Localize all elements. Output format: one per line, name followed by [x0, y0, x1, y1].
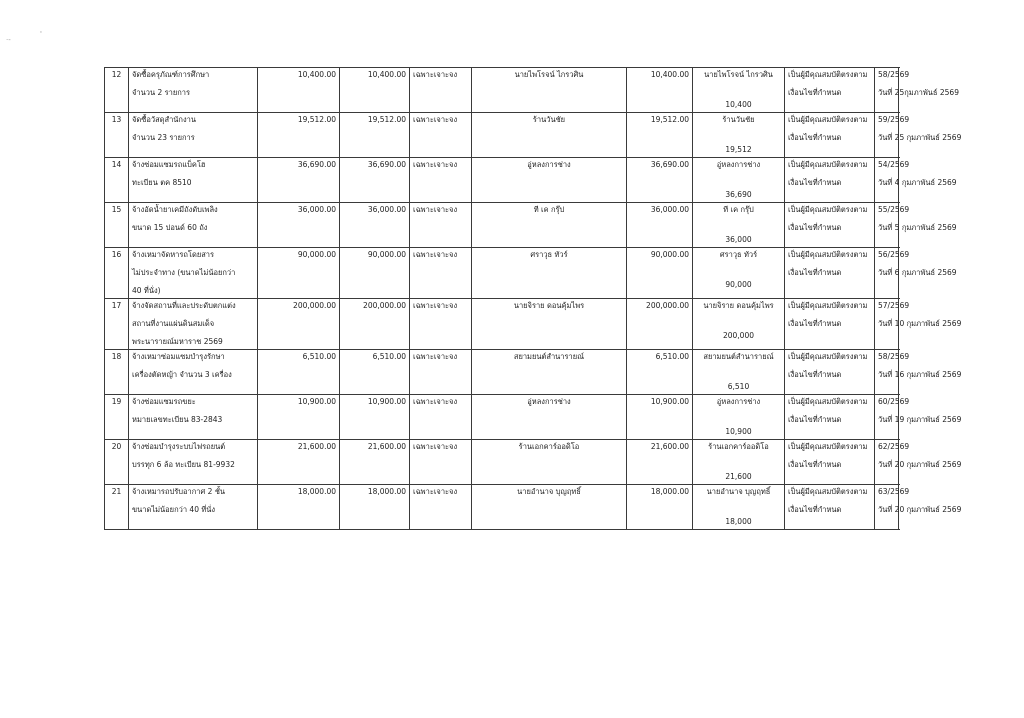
budget-cell	[258, 113, 340, 158]
row-number-cell	[105, 350, 129, 395]
winner-name: ร้านวันชัย	[722, 115, 755, 124]
item-cell	[129, 299, 258, 350]
bidder-cell	[472, 68, 627, 113]
item-line-3: พระนารายณ์มหาราช 2569	[132, 337, 223, 346]
bidder-cell	[472, 203, 627, 248]
bidder-cell	[472, 485, 627, 530]
item-line-3: 40 ที่นั่ง)	[132, 286, 161, 295]
item-cell	[129, 248, 258, 299]
winner-price: 10,400	[725, 100, 752, 109]
median-price-cell	[340, 440, 410, 485]
bidder-cell	[472, 299, 627, 350]
item-line-2: ขนาด 15 ปอนด์ 60 ถัง	[132, 223, 208, 232]
item-line-1: จ้างจัดสถานที่และประดับตกแต่ง	[132, 301, 236, 310]
winner-price: 36,690	[725, 190, 752, 199]
bid-price-cell	[627, 203, 693, 248]
table-row	[105, 248, 899, 299]
bidder-name: ที เค กรุ๊ป	[533, 205, 565, 214]
row-number-cell	[105, 299, 129, 350]
bid-price: 200,000.00	[646, 301, 689, 310]
budget-amount: 21,600.00	[297, 442, 336, 451]
median-price: 36,690.00	[367, 160, 406, 169]
median-price-cell	[340, 68, 410, 113]
reference-cell	[875, 485, 962, 530]
winner-cell	[693, 485, 785, 530]
reason-cell	[785, 350, 875, 395]
row-number: 21	[111, 487, 122, 496]
reason-cell	[785, 299, 875, 350]
reason-cell	[785, 395, 875, 440]
table-body	[105, 68, 962, 530]
reason-line-1: เป็นผู้มีคุณสมบัติตรงตาม	[788, 160, 868, 169]
reason-line-1: เป็นผู้มีคุณสมบัติตรงตาม	[788, 205, 868, 214]
procurement-method: เฉพาะเจาะจง	[413, 397, 458, 406]
winner-cell	[693, 248, 785, 299]
procurement-method: เฉพาะเจาะจง	[413, 70, 458, 79]
reason-line-1: เป็นผู้มีคุณสมบัติตรงตาม	[788, 397, 868, 406]
row-number-cell	[105, 158, 129, 203]
bid-price: 10,900.00	[650, 397, 689, 406]
reason-line-1: เป็นผู้มีคุณสมบัติตรงตาม	[788, 115, 868, 124]
method-cell	[410, 395, 472, 440]
median-price-cell	[340, 485, 410, 530]
winner-price: 6,510	[727, 382, 750, 391]
bid-price-cell	[627, 113, 693, 158]
method-cell	[410, 203, 472, 248]
median-price: 10,400.00	[367, 70, 406, 79]
bid-price: 19,512.00	[650, 115, 689, 124]
winner-cell	[693, 158, 785, 203]
bid-price-cell	[627, 485, 693, 530]
reference-cell	[875, 203, 957, 248]
winner-name: นายไพโรจน์ ไกรวศิน	[704, 70, 773, 79]
item-line-1: จ้างซ่อมบำรุงระบบไฟรถยนต์	[132, 442, 226, 451]
winner-cell	[693, 395, 785, 440]
procurement-method: เฉพาะเจาะจง	[413, 352, 458, 361]
item-line-2: ไม่ประจำทาง (ขนาดไม่น้อยกว่า	[132, 268, 236, 277]
bid-price-cell	[627, 68, 693, 113]
reference-date: วันที่ 25 กุมภาพันธ์ 2569	[878, 133, 962, 142]
item-line-2: ทะเบียน ตค 8510	[132, 178, 192, 187]
table-row	[105, 440, 899, 485]
budget-cell	[258, 248, 340, 299]
bid-price: 10,400.00	[650, 70, 689, 79]
bid-price-cell	[627, 248, 693, 299]
bidder-name: อู่หลงการช่าง	[527, 160, 571, 169]
bid-price: 18,000.00	[650, 487, 689, 496]
table-row	[105, 68, 899, 113]
reference-cell	[875, 350, 962, 395]
reference-date: วันที่ 16 กุมภาพันธ์ 2569	[878, 370, 962, 379]
table-row	[105, 113, 899, 158]
item-line-2: ขนาดไม่น้อยกว่า 40 ที่นั่ง	[132, 505, 216, 514]
item-line-1: จ้างเหมารถปรับอากาศ 2 ชั้น	[132, 487, 226, 496]
row-number-cell	[105, 113, 129, 158]
item-cell	[129, 68, 258, 113]
bid-price-cell	[627, 350, 693, 395]
bidder-name: ร้านเอกคาร์ออดิโอ	[518, 442, 580, 451]
reason-line-2: เงื่อนไขที่กำหนด	[788, 415, 842, 424]
table-row	[105, 158, 899, 203]
median-price-cell	[340, 158, 410, 203]
winner-cell	[693, 68, 785, 113]
reference-cell	[875, 395, 962, 440]
procurement-method: เฉพาะเจาะจง	[413, 487, 458, 496]
item-line-2: เครื่องตัดหญ้า จำนวน 3 เครื่อง	[132, 370, 232, 379]
table-row	[105, 350, 899, 395]
row-number-cell	[105, 485, 129, 530]
method-cell	[410, 485, 472, 530]
reference-number: 62/2569	[878, 442, 910, 451]
reference-date: วันที่ 5 กุมภาพันธ์ 2569	[878, 223, 957, 232]
budget-cell	[258, 485, 340, 530]
winner-cell	[693, 203, 785, 248]
item-cell	[129, 203, 258, 248]
winner-name: นายอำนาจ บุญฤทธิ์	[706, 487, 771, 496]
row-number: 18	[111, 352, 122, 361]
procurement-table	[104, 67, 962, 530]
budget-amount: 36,690.00	[297, 160, 336, 169]
winner-name: อู่หลงการช่าง	[716, 397, 761, 406]
item-line-1: จัดซื้อวัสดุสำนักงาน	[132, 115, 196, 124]
reference-cell	[875, 248, 957, 299]
budget-amount: 36,000.00	[297, 205, 336, 214]
item-line-1: จัดซื้อครุภัณฑ์การศึกษา	[132, 70, 210, 79]
table-row	[105, 395, 899, 440]
reference-number: 63/2569	[878, 487, 910, 496]
reference-cell	[875, 68, 959, 113]
winner-name: อู่หลงการช่าง	[716, 160, 761, 169]
reason-cell	[785, 68, 875, 113]
median-price-cell	[340, 350, 410, 395]
reference-number: 56/2569	[878, 250, 910, 259]
bidder-name: ศราวุธ ทัวร์	[530, 250, 568, 259]
budget-amount: 10,900.00	[297, 397, 336, 406]
item-cell	[129, 485, 258, 530]
bidder-cell	[472, 248, 627, 299]
winner-cell	[693, 350, 785, 395]
reason-line-2: เงื่อนไขที่กำหนด	[788, 223, 842, 232]
scan-mark: ·-	[6, 36, 11, 44]
item-line-2: สถานที่งานแผ่นดินสมเด็จ	[132, 319, 215, 328]
winner-price: 10,900	[725, 427, 752, 436]
method-cell	[410, 350, 472, 395]
winner-price: 90,000	[725, 280, 752, 289]
bidder-cell	[472, 350, 627, 395]
procurement-method: เฉพาะเจาะจง	[413, 115, 458, 124]
row-number: 16	[111, 250, 122, 259]
median-price-cell	[340, 113, 410, 158]
item-line-2: หมายเลขทะเบียน 83-2843	[132, 415, 223, 424]
budget-cell	[258, 440, 340, 485]
procurement-method: เฉพาะเจาะจง	[413, 250, 458, 259]
method-cell	[410, 158, 472, 203]
reference-number: 59/2569	[878, 115, 910, 124]
reason-line-2: เงื่อนไขที่กำหนด	[788, 178, 842, 187]
budget-amount: 18,000.00	[297, 487, 336, 496]
item-line-1: จ้างซ่อมแซมรถแบ็คโฮ	[132, 160, 206, 169]
reference-date: วันที่ 6 กุมภาพันธ์ 2569	[878, 268, 957, 277]
reason-cell	[785, 440, 875, 485]
winner-cell	[693, 299, 785, 350]
bidder-cell	[472, 113, 627, 158]
winner-name: ที เค กรุ๊ป	[723, 205, 754, 214]
median-price: 90,000.00	[367, 250, 406, 259]
winner-cell	[693, 440, 785, 485]
budget-cell	[258, 299, 340, 350]
reason-line-1: เป็นผู้มีคุณสมบัติตรงตาม	[788, 442, 868, 451]
reference-cell	[875, 440, 962, 485]
row-number: 12	[111, 70, 122, 79]
bid-price-cell	[627, 440, 693, 485]
budget-amount: 6,510.00	[302, 352, 336, 361]
row-number-cell	[105, 395, 129, 440]
reference-date: วันที่ 20 กุมภาพันธ์ 2569	[878, 505, 962, 514]
row-number: 17	[111, 301, 122, 310]
winner-price: 18,000	[725, 517, 752, 526]
reference-date: วันที่ 19 กุมภาพันธ์ 2569	[878, 415, 962, 424]
winner-name: ศราวุธ ทัวร์	[719, 250, 758, 259]
bidder-name: นายจิราย ดอนคุ้มไพร	[513, 301, 585, 310]
row-number-cell	[105, 440, 129, 485]
table-row	[105, 203, 899, 248]
reference-date: วันที่ 10 กุมภาพันธ์ 2569	[878, 319, 962, 328]
bid-price: 21,600.00	[650, 442, 689, 451]
bidder-name: อู่หลงการช่าง	[527, 397, 571, 406]
item-line-2: จำนวน 23 รายการ	[132, 133, 195, 142]
reference-cell	[875, 158, 957, 203]
median-price-cell	[340, 203, 410, 248]
row-number: 20	[111, 442, 122, 451]
median-price: 6,510.00	[372, 352, 406, 361]
method-cell	[410, 440, 472, 485]
method-cell	[410, 68, 472, 113]
winner-name: นายจิราย ดอนคุ้มไพร	[703, 301, 774, 310]
method-cell	[410, 299, 472, 350]
item-cell	[129, 350, 258, 395]
method-cell	[410, 113, 472, 158]
row-number: 19	[111, 397, 122, 406]
bidder-name: นายไพโรจน์ ไกรวศิน	[514, 70, 584, 79]
reason-line-1: เป็นผู้มีคุณสมบัติตรงตาม	[788, 250, 868, 259]
reference-cell	[875, 299, 962, 350]
item-line-1: จ้างอัดน้ำยาเคมีถังดับเพลิง	[132, 205, 218, 214]
reason-line-1: เป็นผู้มีคุณสมบัติตรงตาม	[788, 487, 868, 496]
reference-date: วันที่ 25กุมภาพันธ์ 2569	[878, 88, 959, 97]
bidder-cell	[472, 158, 627, 203]
budget-amount: 90,000.00	[297, 250, 336, 259]
bid-price-cell	[627, 395, 693, 440]
item-line-2: จำนวน 2 รายการ	[132, 88, 191, 97]
bid-price: 36,000.00	[650, 205, 689, 214]
scan-mark: '	[40, 30, 42, 38]
reference-number: 57/2569	[878, 301, 910, 310]
reason-cell	[785, 485, 875, 530]
row-number: 14	[111, 160, 122, 169]
budget-cell	[258, 203, 340, 248]
procurement-method: เฉพาะเจาะจง	[413, 301, 458, 310]
row-number-cell	[105, 68, 129, 113]
budget-amount: 200,000.00	[293, 301, 336, 310]
bidder-name: ร้านวันชัย	[532, 115, 566, 124]
median-price-cell	[340, 248, 410, 299]
reason-line-2: เงื่อนไขที่กำหนด	[788, 268, 842, 277]
item-line-1: จ้างเหมาจัดหารถโดยสาร	[132, 250, 215, 259]
median-price: 19,512.00	[367, 115, 406, 124]
row-number: 15	[111, 205, 122, 214]
reason-line-1: เป็นผู้มีคุณสมบัติตรงตาม	[788, 352, 868, 361]
winner-price: 200,000	[722, 331, 754, 340]
reason-cell	[785, 248, 875, 299]
bidder-cell	[472, 440, 627, 485]
procurement-method: เฉพาะเจาะจง	[413, 442, 458, 451]
winner-price: 21,600	[725, 472, 752, 481]
table-row	[105, 299, 899, 350]
median-price: 36,000.00	[367, 205, 406, 214]
median-price-cell	[340, 395, 410, 440]
winner-cell	[693, 113, 785, 158]
budget-amount: 10,400.00	[297, 70, 336, 79]
bid-price: 90,000.00	[650, 250, 689, 259]
budget-cell	[258, 158, 340, 203]
reference-cell	[875, 113, 962, 158]
reason-line-2: เงื่อนไขที่กำหนด	[788, 88, 842, 97]
reference-date: วันที่ 4 กุมภาพันธ์ 2569	[878, 178, 957, 187]
reference-date: วันที่ 20 กุมภาพันธ์ 2569	[878, 460, 962, 469]
procurement-method: เฉพาะเจาะจง	[413, 205, 458, 214]
reason-line-2: เงื่อนไขที่กำหนด	[788, 370, 842, 379]
winner-name: ร้านเอกคาร์ออดิโอ	[708, 442, 769, 451]
reference-number: 58/2569	[878, 352, 910, 361]
reason-cell	[785, 203, 875, 248]
item-cell	[129, 158, 258, 203]
winner-name: สยามยนต์สำนารายณ์	[703, 352, 774, 361]
reference-number: 54/2569	[878, 160, 910, 169]
reference-number: 60/2569	[878, 397, 910, 406]
table-row	[105, 485, 899, 530]
reference-number: 58/2569	[878, 70, 910, 79]
reason-cell	[785, 158, 875, 203]
reason-line-1: เป็นผู้มีคุณสมบัติตรงตาม	[788, 70, 868, 79]
budget-cell	[258, 350, 340, 395]
row-number-cell	[105, 203, 129, 248]
bid-price: 6,510.00	[655, 352, 689, 361]
median-price: 21,600.00	[367, 442, 406, 451]
winner-price: 19,512	[725, 145, 752, 154]
bidder-name: สยามยนต์สำนารายณ์	[513, 352, 585, 361]
item-cell	[129, 395, 258, 440]
budget-cell	[258, 68, 340, 113]
item-line-1: จ้างเหมาซ่อมแซมบำรุงรักษา	[132, 352, 225, 361]
reason-line-2: เงื่อนไขที่กำหนด	[788, 460, 842, 469]
item-line-2: บรรทุก 6 ล้อ ทะเบียน 81-9932	[132, 460, 235, 469]
reason-line-2: เงื่อนไขที่กำหนด	[788, 319, 842, 328]
bidder-name: นายอำนาจ บุญฤทธิ์	[517, 487, 581, 496]
budget-cell	[258, 395, 340, 440]
winner-price: 36,000	[725, 235, 752, 244]
median-price: 18,000.00	[367, 487, 406, 496]
reason-line-1: เป็นผู้มีคุณสมบัติตรงตาม	[788, 301, 868, 310]
row-number: 13	[111, 115, 122, 124]
item-cell	[129, 440, 258, 485]
bid-price-cell	[627, 299, 693, 350]
bid-price-cell	[627, 158, 693, 203]
median-price: 10,900.00	[367, 397, 406, 406]
median-price: 200,000.00	[363, 301, 406, 310]
reason-line-2: เงื่อนไขที่กำหนด	[788, 133, 842, 142]
reference-number: 55/2569	[878, 205, 910, 214]
bid-price: 36,690.00	[650, 160, 689, 169]
median-price-cell	[340, 299, 410, 350]
item-cell	[129, 113, 258, 158]
row-number-cell	[105, 248, 129, 299]
budget-amount: 19,512.00	[297, 115, 336, 124]
bidder-cell	[472, 395, 627, 440]
reason-cell	[785, 113, 875, 158]
reason-line-2: เงื่อนไขที่กำหนด	[788, 505, 842, 514]
method-cell	[410, 248, 472, 299]
procurement-method: เฉพาะเจาะจง	[413, 160, 458, 169]
item-line-1: จ้างซ่อมแซมรถขยะ	[132, 397, 196, 406]
